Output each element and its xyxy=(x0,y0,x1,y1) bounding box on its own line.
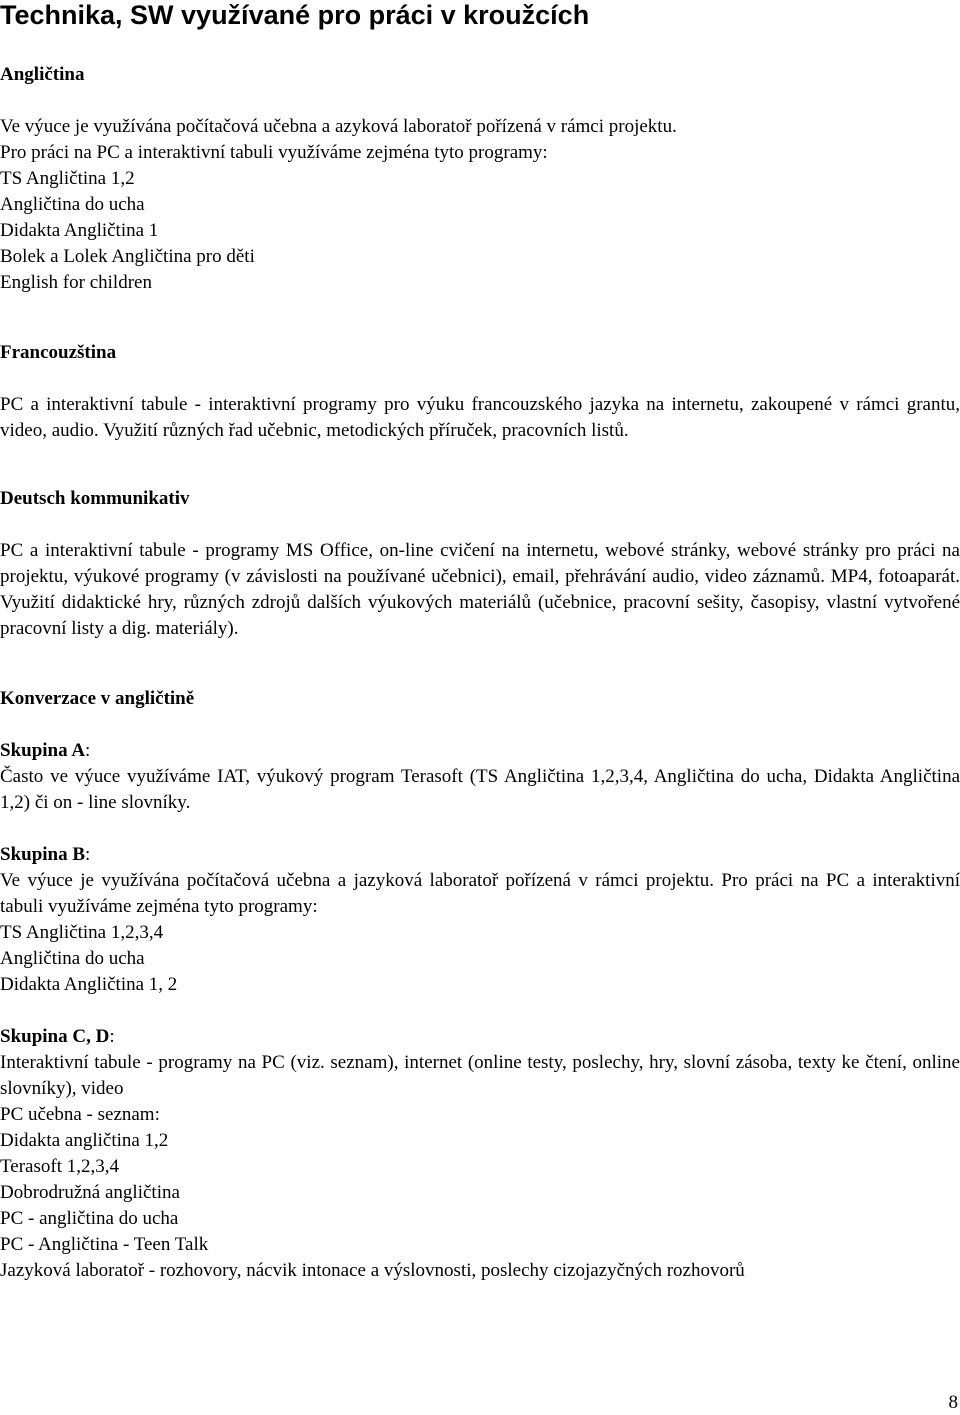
section-heading: Deutsch kommunikativ xyxy=(0,488,190,509)
list-item: English for children xyxy=(0,272,152,293)
list-item: Didakta Angličtina 1 xyxy=(0,220,159,241)
section-deutsch xyxy=(0,486,960,642)
page-title: Technika, SW využívané pro práci v kroužcích xyxy=(0,0,590,30)
group-b-paragraph: Ve výuce je využívána počítačová učebna a jazyková laboratoř pořízená v rámci projektu. Pro práci na PC a interaktivní tabuli využíváme zejména tyto programy: xyxy=(0,870,960,917)
list-item: Didakta angličtina 1,2 xyxy=(0,1130,169,1151)
text-line: Ve výuce je využívána počítačová učebna a azyková laboratoř pořízená v rámci projektu. xyxy=(0,116,677,137)
list-item: Angličtina do ucha xyxy=(0,194,145,215)
list-item: PC učebna - seznam: xyxy=(0,1104,160,1125)
group-label xyxy=(0,1024,960,1050)
group-a-paragraph: Často ve výuce využíváme IAT, výukový program Terasoft (TS Angličtina 1,2,3,4, Angličtina do ucha, Didakta Angličtina 1,2) či on - line slovníky. xyxy=(0,766,960,813)
group-a-colon: : xyxy=(85,740,91,761)
group-b-colon: : xyxy=(85,844,91,865)
group-cd-paragraph: Interaktivní tabule - programy na PC (viz. seznam), internet (online testy, poslechy, hry, slovní zásoba, texty ke čtení, online slovníky), video xyxy=(0,1052,960,1099)
section-heading: Angličtina xyxy=(0,64,85,85)
section-paragraph: PC a interaktivní tabule - programy MS Office, on-line cvičení na internetu, webové stránky, webové stránky pro práci na projektu, výukové programy (v závislosti na používané učebnici), email, přehrávání audio, video záznamů. MP4, fotoaparát. Využití didaktické hry, různých zdrojů dalších výukových materiálů (učebnice, pracovní sešity, časopisy, vlastní vytvořené pracovní listy a dig. materiály). xyxy=(0,540,960,639)
group-a-label: Skupina A xyxy=(0,740,86,761)
list-item: Jazyková laboratoř - rozhovory, nácvik intonace a výslovnosti, poslechy cizojazyčných rozhovorů xyxy=(0,1260,745,1281)
list-item: TS Angličtina 1,2,3,4 xyxy=(0,922,164,943)
group-b-label: Skupina B xyxy=(0,844,86,865)
group-cd-label: Skupina C, D xyxy=(0,1026,110,1047)
section-heading: Francouzština xyxy=(0,342,117,363)
group-cd-colon: : xyxy=(109,1026,115,1047)
group-label xyxy=(0,842,960,868)
section-anglictina xyxy=(0,62,960,296)
section-heading: Konverzace v angličtině xyxy=(0,688,195,709)
list-item: Dobrodružná angličtina xyxy=(0,1182,180,1203)
list-item: PC - Angličtina - Teen Talk xyxy=(0,1234,209,1255)
list-item: Didakta Angličtina 1, 2 xyxy=(0,974,178,995)
list-item: Angličtina do ucha xyxy=(0,948,145,969)
text-line: Pro práci na PC a interaktivní tabuli využíváme zejména tyto programy: xyxy=(0,142,548,163)
list-item: TS Angličtina 1,2 xyxy=(0,168,135,189)
page-number: 8 xyxy=(948,1392,958,1413)
list-item: PC - angličtina do ucha xyxy=(0,1208,179,1229)
section-francouzstina xyxy=(0,340,960,444)
section-konverzace xyxy=(0,686,960,1284)
list-item: Terasoft 1,2,3,4 xyxy=(0,1156,119,1177)
section-paragraph: PC a interaktivní tabule - interaktivní programy pro výuku francouzského jazyka na internetu, zakoupené v rámci grantu, video, audio. Využití různých řad učebnic, metodických příruček, pracovních listů. xyxy=(0,394,960,441)
group-label xyxy=(0,738,960,764)
list-item: Bolek a Lolek Angličtina pro děti xyxy=(0,246,255,267)
